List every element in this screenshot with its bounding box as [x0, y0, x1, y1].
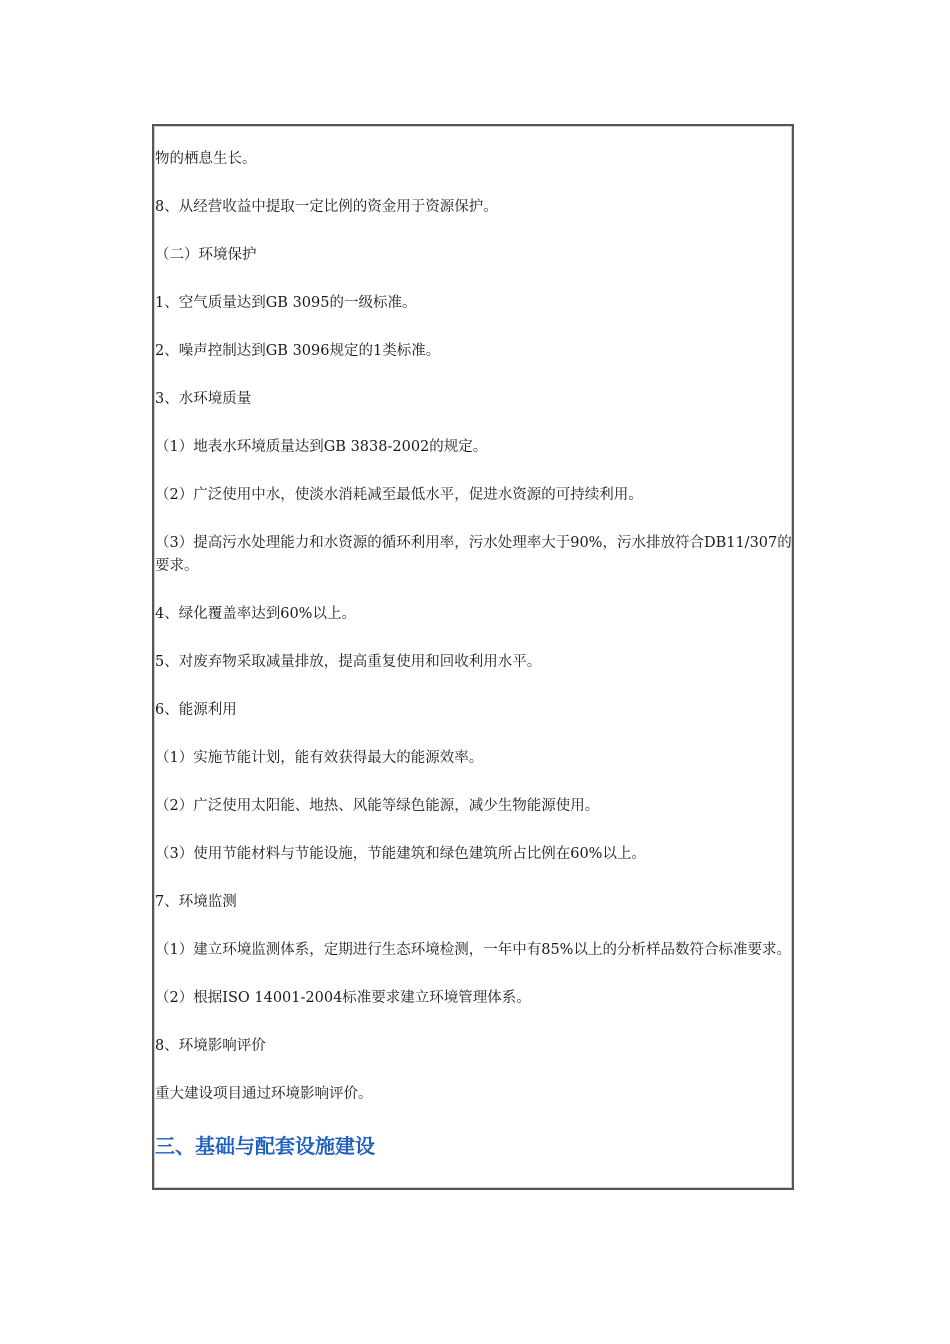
- paragraph: （3）提高污水处理能力和水资源的循环利用率，污水处理率大于90%，污水排放符合DB11/307的要求。: [155, 535, 792, 574]
- paragraph: 7、环境监测: [155, 894, 237, 910]
- paragraph: （1）地表水环境质量达到GB 3838-2002的规定。: [155, 439, 488, 455]
- paragraph: （3）使用节能材料与节能设施，节能建筑和绿色建筑所占比例在60%以上。: [155, 846, 646, 862]
- paragraph: （2）根据ISO 14001-2004标准要求建立环境管理体系。: [155, 990, 531, 1006]
- paragraph: 物的栖息生长。: [155, 151, 257, 167]
- paragraph: （2）广泛使用中水，使淡水消耗减至最低水平，促进水资源的可持续利用。: [155, 487, 643, 503]
- paragraph: 8、从经营收益中提取一定比例的资金用于资源保护。: [155, 199, 498, 215]
- paragraph: 8、环境影响评价: [155, 1038, 266, 1054]
- paragraph: （1）建立环境监测体系，定期进行生态环境检测，一年中有85%以上的分析样品数符合标准要求。: [155, 942, 791, 958]
- paragraph: （2）广泛使用太阳能、地热、风能等绿色能源，减少生物能源使用。: [155, 798, 600, 814]
- paragraph: 2、噪声控制达到GB 3096规定的1类标准。: [155, 343, 441, 359]
- paragraph: （1）实施节能计划，能有效获得最大的能源效率。: [155, 750, 484, 766]
- paragraph: 6、能源利用: [155, 702, 237, 718]
- section-heading: 三、基础与配套设施建设: [155, 1134, 375, 1158]
- paragraph: 1、空气质量达到GB 3095的一级标准。: [155, 295, 417, 311]
- document-frame: [152, 124, 794, 1190]
- paragraph: 5、对废弃物采取减量排放，提高重复使用和回收利用水平。: [155, 654, 542, 670]
- paragraph: 3、水环境质量: [155, 391, 252, 407]
- paragraph: 重大建设项目通过环境影响评价。: [155, 1086, 373, 1102]
- subsection-title: （二）环境保护: [155, 247, 257, 263]
- paragraph: 4、绿化覆盖率达到60%以上。: [155, 606, 356, 622]
- document-body: [155, 148, 793, 1161]
